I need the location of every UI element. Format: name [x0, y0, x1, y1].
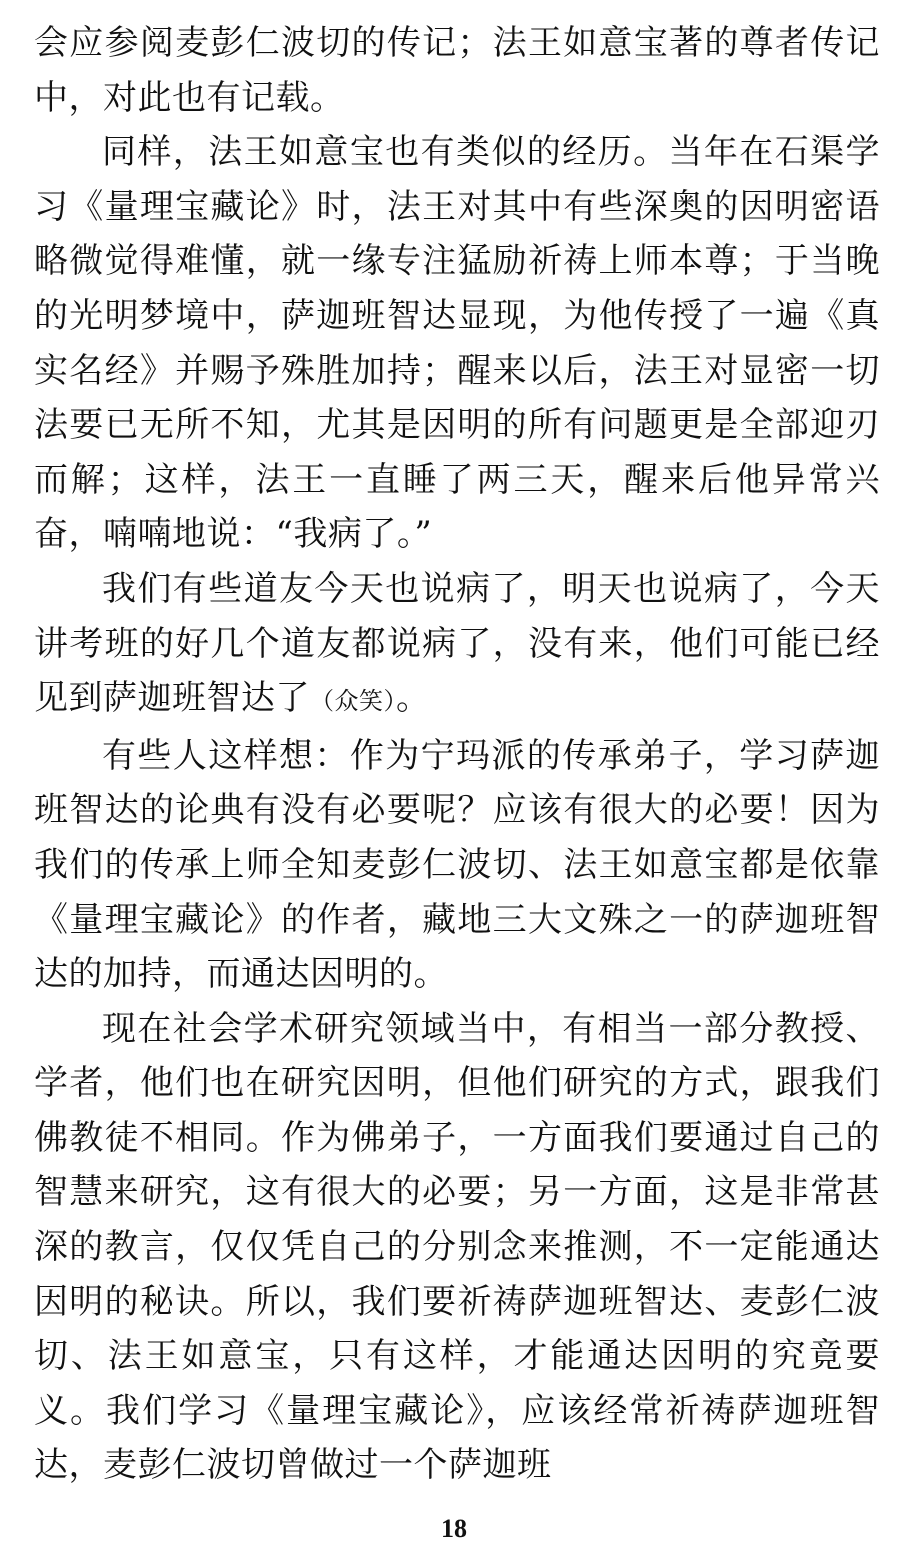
laughter-note: （众笑） [310, 687, 396, 716]
paragraph-3 [34, 562, 880, 729]
paragraph-3-tail: 。 [396, 678, 431, 719]
paragraph-2: 同样，法王如意宝也有类似的经历。当年在石渠学习《量理宝藏论》时，法王对其中有些深奥的因明密语略微觉得难懂，就一缘专注猛励祈祷上师本尊；于当晚的光明梦境中，萨迦班智达显现，为他传授了一遍《真实名经》并赐予殊胜加持；醒来以后，法王对显密一切法要已无所不知，尤其是因明的所有问题更是全部迎刃而解；这样，法王一直睡了两三天，醒来后他异常兴奋，喃喃地说：“我病了。” [34, 132, 880, 555]
paragraph-3-text: 我们有些道友今天也说病了，明天也说病了，今天讲考班的好几个道友都说病了，没有来，他们可能已经见到萨迦班智达了 [34, 568, 880, 719]
paragraph-4: 有些人这样想：作为宁玛派的传承弟子，学习萨迦班智达的论典有没有必要呢？应该有很大的必要！因为我们的传承上师全知麦彭仁波切、法王如意宝都是依靠《量理宝藏论》的作者，藏地三大文殊之一的萨迦班智达的加持，而通达因明的。 [34, 735, 880, 995]
paragraph-5: 现在社会学术研究领域当中，有相当一部分教授、学者，他们也在研究因明，但他们研究的方式，跟我们佛教徒不相同。作为佛弟子，一方面我们要通过自己的智慧来研究，这有很大的必要；另一方面，这是非常甚深的教言，仅仅凭自己的分别念来推测，不一定能通达因明的秘诀。所以，我们要祈祷萨迦班智达、麦彭仁波切、法王如意宝，只有这样，才能通达因明的究竟要义。我们学习《量理宝藏论》，应该经常祈祷萨迦班智达，麦彭仁波切曾做过一个萨迦班 [34, 1008, 880, 1486]
page-number: 18 [441, 1514, 467, 1543]
body-text [34, 16, 880, 1493]
paragraph-1: 会应参阅麦彭仁波切的传记；法王如意宝著的尊者传记中，对此也有记载。 [34, 23, 880, 118]
